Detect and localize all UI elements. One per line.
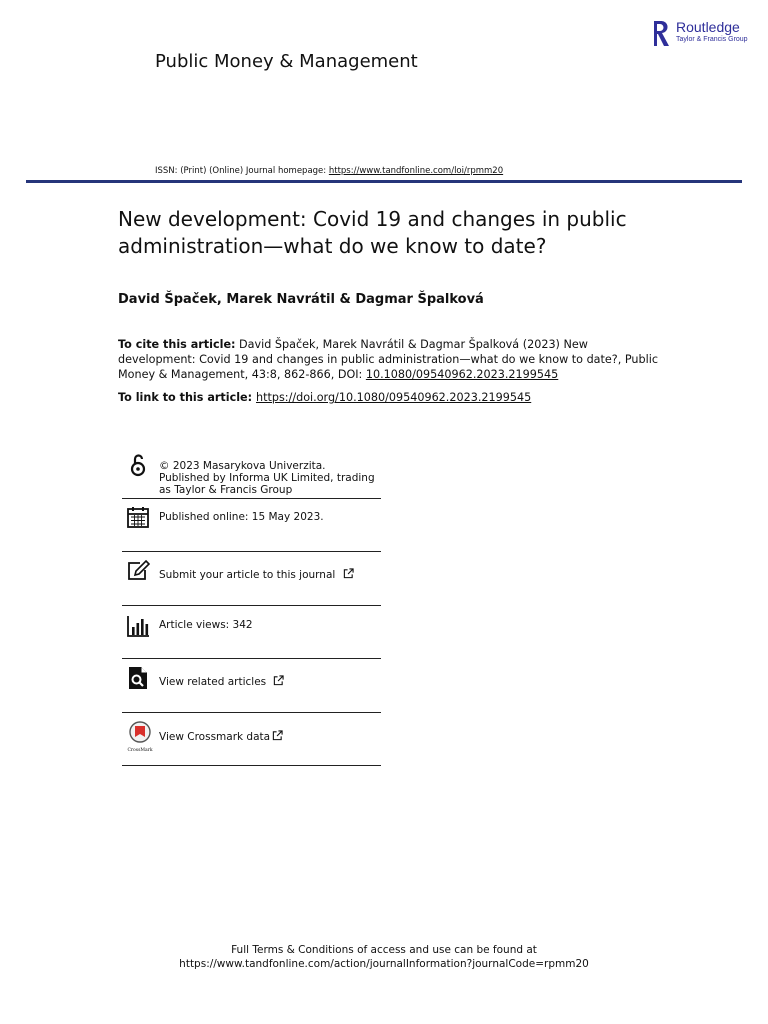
article-info-list (122, 451, 381, 766)
link-label: To link to this article: (118, 391, 256, 404)
info-row-submit[interactable] (122, 552, 381, 606)
info-row-published (122, 499, 381, 552)
crossmark-badge-text: CrossMark (127, 748, 153, 753)
published-date: Published online: 15 May 2023. (159, 511, 324, 523)
publisher-name: Routledge (676, 19, 740, 35)
open-access-icon (126, 453, 150, 477)
cite-label: To cite this article: (118, 338, 236, 351)
terms-line-2[interactable]: https://www.tandfonline.com/action/journalInformation?journalCode=rpmm20 (179, 958, 589, 970)
submit-article-label: Submit your article to this journal (159, 569, 336, 581)
copyright-text: © 2023 Masarykova Univerzita. Published by Informa UK Limited, trading as Taylor & Francis Group (159, 460, 375, 496)
info-row-crossmark[interactable] (122, 713, 381, 766)
article-views: Article views: 342 (159, 619, 253, 631)
article-title: New development: Covid 19 and changes in public administration—what do we know to date? (118, 207, 627, 258)
edit-icon (126, 559, 150, 583)
terms-footer (0, 943, 768, 971)
crossmark-icon (126, 721, 154, 751)
issn-line (155, 166, 503, 176)
terms-line-1: Full Terms & Conditions of access and use can be found at (231, 944, 537, 956)
info-row-copyright (122, 451, 381, 499)
info-row-views (122, 606, 381, 659)
article-link-block (118, 391, 531, 404)
submit-article-link[interactable] (159, 568, 354, 581)
doi-link[interactable]: 10.1080/09540962.2023.2199545 (365, 368, 559, 381)
crossmark-badge-icon (126, 721, 154, 745)
journal-homepage-link[interactable]: https://www.tandfonline.com/loi/rpmm20 (328, 166, 504, 176)
info-row-related[interactable] (122, 659, 381, 713)
journal-title: Public Money & Management (155, 51, 418, 72)
search-document-icon (126, 666, 150, 690)
related-articles-link[interactable] (159, 675, 284, 688)
cite-text: David Špaček, Marek Navrátil & Dagmar Špalková (2023) New development: Covid 19 and changes in public administration—what do we know to date?, Public Money & Management, 43:8, 862-866, DOI: (118, 338, 658, 381)
external-link-icon (272, 730, 283, 741)
bar-chart-icon (126, 614, 150, 638)
external-link-icon (273, 675, 284, 686)
routledge-logo-icon (652, 20, 672, 48)
crossmark-link[interactable] (159, 730, 283, 743)
crossmark-label: View Crossmark data (159, 731, 271, 743)
publisher-logo[interactable] (652, 20, 748, 50)
header-rule (26, 180, 742, 183)
external-link-icon (343, 568, 354, 579)
issn-prefix: ISSN: (Print) (Online) Journal homepage: (155, 166, 329, 176)
calendar-icon (126, 505, 150, 529)
related-articles-label: View related articles (159, 676, 267, 688)
article-url-link[interactable]: https://doi.org/10.1080/09540962.2023.2199545 (256, 391, 532, 404)
citation-block (118, 337, 663, 382)
article-authors: David Špaček, Marek Navrátil & Dagmar Špalková (118, 292, 484, 307)
publisher-tagline: Taylor & Francis Group (676, 36, 748, 43)
